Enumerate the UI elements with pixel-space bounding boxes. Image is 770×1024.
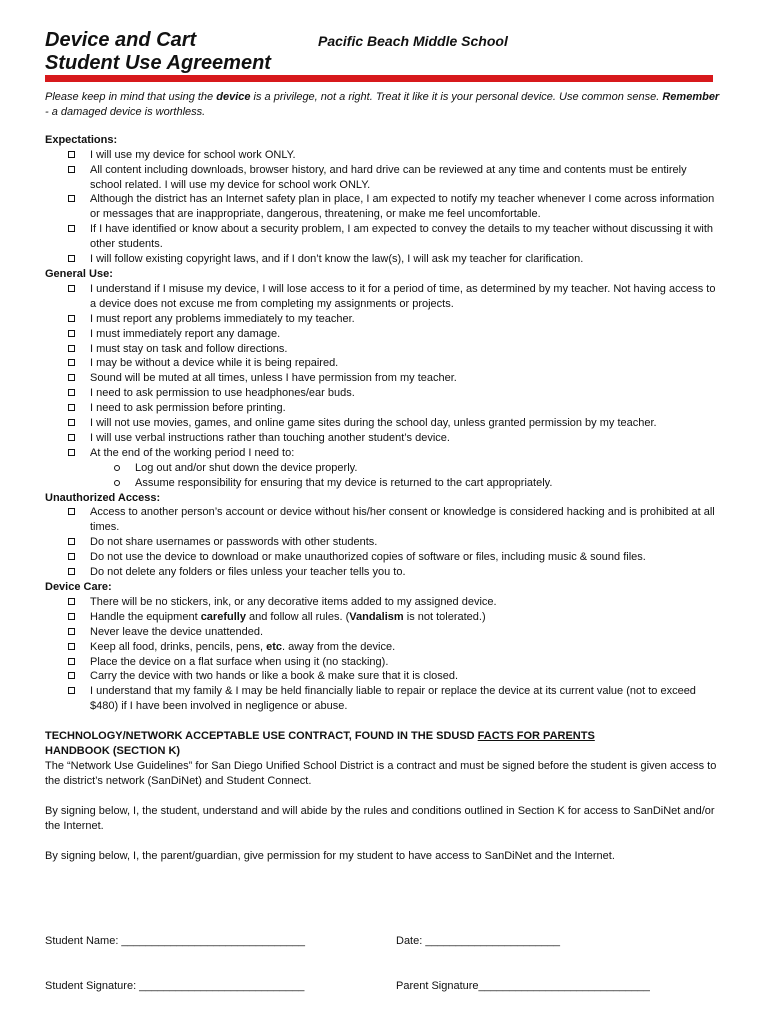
checkbox[interactable] xyxy=(68,359,75,366)
list-item xyxy=(45,416,720,431)
date-field[interactable]: Date: ______________________ xyxy=(396,935,560,947)
document-header xyxy=(45,29,735,75)
item-text: Access to another person’s account or device without his/her consent or knowledge is considered hacking and is prohibited at all times. xyxy=(90,506,715,534)
item-text: I will use my device for school work ONLY. xyxy=(90,148,296,161)
checkbox[interactable] xyxy=(68,613,75,620)
item-text: I must report any problems immediately to my teacher. xyxy=(90,312,355,325)
checkbox[interactable] xyxy=(68,643,75,650)
checkbox[interactable] xyxy=(68,195,75,202)
contract-heading-text: TECHNOLOGY/NETWORK ACCEPTABLE USE CONTRACT, FOUND IN THE SDUSD xyxy=(45,730,478,743)
item-text: I need to ask permission before printing. xyxy=(90,402,286,415)
list-item xyxy=(45,684,720,714)
list-item xyxy=(45,640,720,655)
list-item xyxy=(45,252,720,267)
circle-bullet-icon xyxy=(114,465,120,471)
student-signature-field[interactable]: Student Signature: ___________________________ xyxy=(45,980,305,992)
item-text: Although the district has an Internet safety plan in place, I am expected to notify my teacher whenever I come across information or messages that are inappropriate, dangerous, threatening, or make me feel uncomfortable. xyxy=(90,193,715,221)
list-item xyxy=(45,401,720,416)
item-text: There will be no stickers, ink, or any decorative items added to my assigned device. xyxy=(90,595,497,608)
item-text: I must stay on task and follow directions. xyxy=(90,342,288,355)
item-text: All content including downloads, browser history, and hard drive can be reviewed at any time and contents must be entirely school related. I will use my device for school work ONLY. xyxy=(90,163,687,191)
item-text: is not tolerated.) xyxy=(403,610,486,623)
list-item xyxy=(45,342,720,357)
checkbox[interactable] xyxy=(68,419,75,426)
item-text: Place the device on a flat surface when using it (no stacking). xyxy=(90,655,389,668)
list-item xyxy=(45,371,720,386)
list-item xyxy=(45,312,720,327)
list-item xyxy=(45,327,720,342)
school-name: Pacific Beach Middle School xyxy=(318,33,508,49)
bold-vandalism: Vandalism xyxy=(349,610,404,623)
section-heading-general-use: General Use: xyxy=(45,267,113,280)
item-text: I will follow existing copyright laws, and if I don’t know the law(s), I will ask my teacher for clarification. xyxy=(90,253,584,266)
checkbox[interactable] xyxy=(68,598,75,605)
list-item xyxy=(45,655,720,670)
item-text: Carry the device with two hands or like a book & make sure that it is closed. xyxy=(90,670,459,683)
contract-heading xyxy=(45,729,720,759)
checkbox[interactable] xyxy=(68,151,75,158)
sub-list-item xyxy=(45,461,720,476)
item-text: If I have identified or know about a security problem, I am expected to convey the details to my teacher without discussing it with other students. xyxy=(90,223,714,251)
list-item xyxy=(45,625,720,640)
checkbox[interactable] xyxy=(68,538,75,545)
item-text: Log out and/or shut down the device properly. xyxy=(135,461,358,474)
bold-etc: etc xyxy=(266,640,283,653)
checkbox[interactable] xyxy=(68,225,75,232)
intro-bold-device: device xyxy=(216,91,251,103)
item-text: Assume responsibility for ensuring that my device is returned to the cart appropriately. xyxy=(135,476,553,489)
item-text: I may be without a device while it is being repaired. xyxy=(90,357,339,370)
checkbox[interactable] xyxy=(68,374,75,381)
checkbox[interactable] xyxy=(68,315,75,322)
list-item xyxy=(45,669,720,684)
checkbox[interactable] xyxy=(68,672,75,679)
list-item xyxy=(45,222,720,252)
list-item xyxy=(45,550,720,565)
checkbox[interactable] xyxy=(68,508,75,515)
list-item xyxy=(45,192,720,222)
parent-signature-field[interactable]: Parent Signature____________________________ xyxy=(396,980,650,992)
list-item xyxy=(45,505,720,535)
section-heading-unauthorized-access: Unauthorized Access: xyxy=(45,491,161,504)
unauthorized-access-list xyxy=(45,505,720,580)
checkbox[interactable] xyxy=(68,449,75,456)
expectations-list xyxy=(45,148,720,267)
checkbox[interactable] xyxy=(68,658,75,665)
item-text: Keep all food, drinks, pencils, pens, xyxy=(90,640,267,653)
item-text: and follow all rules. ( xyxy=(245,610,350,623)
sub-list-item xyxy=(45,476,720,491)
checkbox[interactable] xyxy=(68,285,75,292)
intro-text: - a damaged device is worthless. xyxy=(45,105,206,118)
item-text: Do not share usernames or passwords with other students. xyxy=(90,536,378,549)
agreement-body xyxy=(45,90,720,879)
title-line-1: Device and Cart xyxy=(45,29,197,51)
item-text: Do not use the device to download or make unauthorized copies of software or files, including music & sound files. xyxy=(90,551,646,564)
device-care-list xyxy=(45,595,720,714)
section-heading-expectations: Expectations: xyxy=(45,133,118,146)
item-text: I understand that my family & I may be held financially liable to repair or replace the device at its current value (not to exceed $480) if I have been involved in negligence or abuse. xyxy=(90,685,696,713)
checkbox[interactable] xyxy=(68,434,75,441)
general-use-list xyxy=(45,282,720,491)
item-text: Do not delete any folders or files unless your teacher tells you to. xyxy=(90,566,406,579)
intro-paragraph xyxy=(45,90,720,120)
item-text: At the end of the working period I need to: xyxy=(90,446,295,459)
list-item xyxy=(45,356,720,371)
list-item xyxy=(45,565,720,580)
checkbox[interactable] xyxy=(68,568,75,575)
student-name-field[interactable]: Student Name: ______________________________ xyxy=(45,935,305,947)
list-item xyxy=(45,595,720,610)
item-text: I understand if I misuse my device, I will lose access to it for a period of time, as determined by my teacher. Not having access to a device does not excuse me from completing my assignments or projects. xyxy=(90,282,716,310)
item-text: I will use verbal instructions rather than touching another student’s device. xyxy=(90,431,450,444)
checkbox[interactable] xyxy=(68,330,75,337)
contract-paragraph-3: By signing below, I, the parent/guardian, give permission for my student to have access to SanDiNet and the Internet. xyxy=(45,849,615,862)
list-item xyxy=(45,163,720,193)
item-text: Sound will be muted at all times, unless I have permission from my teacher. xyxy=(90,372,457,385)
contract-heading-underlined: FACTS FOR PARENTS xyxy=(477,730,595,743)
intro-text: Please keep in mind that using the xyxy=(45,91,217,103)
title-line-2: Student Use Agreement xyxy=(45,52,271,74)
circle-bullet-icon xyxy=(114,480,120,486)
item-text: . away from the device. xyxy=(282,640,396,653)
checkbox[interactable] xyxy=(68,389,75,396)
header-divider-bar xyxy=(45,75,713,82)
checkbox[interactable] xyxy=(68,166,75,173)
list-item xyxy=(45,282,720,312)
item-text: I must immediately report any damage. xyxy=(90,327,281,340)
contract-paragraph-1: The “Network Use Guidelines” for San Diego Unified School District is a contract and must be signed before the student is given access to the district’s network (SanDiNet) and Student Connect. xyxy=(45,759,717,787)
list-item xyxy=(45,535,720,550)
checkbox[interactable] xyxy=(68,628,75,635)
list-item xyxy=(45,610,720,625)
checkbox[interactable] xyxy=(68,553,75,560)
list-item xyxy=(45,386,720,401)
section-heading-device-care: Device Care: xyxy=(45,581,112,593)
intro-bold-remember: Remember xyxy=(662,91,720,103)
list-item xyxy=(45,446,720,491)
contract-heading-text: HANDBOOK (SECTION K) xyxy=(45,745,181,758)
list-item xyxy=(45,148,720,163)
intro-text: is a privilege, not a right. Treat it like it is your personal device. Use common sense. xyxy=(250,91,663,103)
item-text: I will not use movies, games, and online game sites during the school day, unless granted permission by my teacher. xyxy=(90,417,657,430)
contract-paragraph-2: By signing below, I, the student, understand and will abide by the rules and conditions outlined in Section K for access to SanDiNet and/or the Internet. xyxy=(45,804,715,832)
list-item xyxy=(45,431,720,446)
end-of-period-sublist xyxy=(90,461,720,491)
item-text: Never leave the device unattended. xyxy=(90,625,264,638)
bold-carefully: carefully xyxy=(200,610,246,623)
checkbox[interactable] xyxy=(68,345,75,352)
checkbox[interactable] xyxy=(68,404,75,411)
checkbox[interactable] xyxy=(68,255,75,262)
item-text: I need to ask permission to use headphones/ear buds. xyxy=(90,387,355,400)
checkbox[interactable] xyxy=(68,687,75,694)
item-text: Handle the equipment xyxy=(90,610,201,623)
